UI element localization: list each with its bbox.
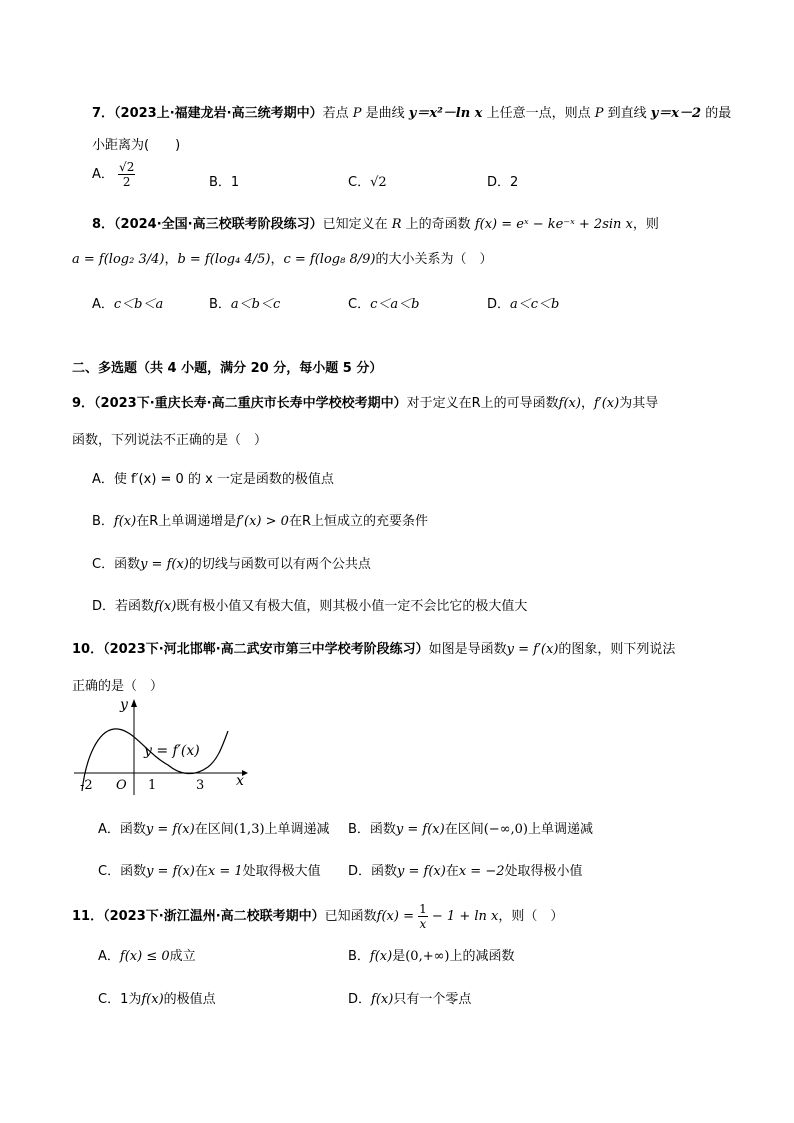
q10-text: 如图是导函数 [428, 642, 507, 657]
option-label: D． [487, 297, 511, 312]
q10-option-c[interactable]: C．函数y = f(x)在x = 1处取得极大值 [98, 864, 321, 879]
q7-line-eq: y＝x－2 [650, 106, 702, 121]
option-text: 上的减函数 [449, 949, 515, 964]
interval: (1,3) [233, 822, 265, 837]
origin-label: O [116, 778, 127, 793]
q7-text: 是曲线 [361, 106, 409, 121]
option-text: 的极值点 [163, 992, 216, 1007]
x-axis-label: x [236, 773, 244, 789]
q7-text: 上任意一点，则点 [482, 106, 595, 121]
option-text: 处取得极小值 [504, 864, 583, 879]
q7-option-a[interactable] [92, 160, 135, 189]
option-text: 上单调递减 [528, 822, 594, 837]
q7-option-c[interactable] [348, 171, 387, 190]
q10-line2: 正确的是（ ） [72, 679, 164, 694]
q8-text: 上的奇函数 [401, 217, 475, 232]
q8-function: f(x) = eˣ − ke⁻ˣ + 2sin x [474, 217, 633, 232]
option-text: 在 [445, 864, 459, 879]
q11-text: 已知函数 [324, 909, 377, 924]
q9-option-d[interactable]: D．若函数f(x)既有极小值又有极大值，则其极小值一定不会比它的极大值大 [92, 599, 528, 614]
q9-line1: 9．（2023下·重庆长寿·高二重庆市长寿中学校校考期中）对于定义在R上的可导函数f(x)，f′(x)为其导 [72, 396, 659, 411]
q11-option-c[interactable]: C．1为f(x)的极值点 [98, 992, 216, 1007]
q8-option-d[interactable] [487, 293, 559, 312]
q9-source: （2023下·重庆长寿·高二重庆市长寿中学校校考期中） [94, 396, 407, 411]
option-text: c＜b＜a [113, 297, 164, 312]
math: f(x) [558, 396, 581, 411]
q10-option-a[interactable]: A．函数y = f(x)在区间(1,3)上单调递减 [98, 822, 330, 837]
option-label: A． [98, 949, 120, 964]
q10-derivative-graph [70, 695, 250, 797]
q11-option-a[interactable]: A．f(x) ≤ 0成立 [98, 949, 196, 964]
option-text: 2 [510, 175, 519, 190]
option-text: 在区间 [194, 822, 234, 837]
q11-option-b[interactable]: B．f(x)是(0,+∞)上的减函数 [348, 949, 515, 964]
option-label: A． [92, 167, 114, 182]
option-label: A． [92, 297, 114, 312]
q10-option-d[interactable]: D．函数y = f(x)在x = −2处取得极小值 [348, 864, 583, 879]
q8-a-def: a = f(log₂ 3/4) [72, 252, 165, 267]
q8-r: R [391, 217, 402, 232]
q8-option-b[interactable] [209, 293, 280, 312]
math: f′(x) [593, 396, 620, 411]
option-text: a＜c＜b [510, 297, 560, 312]
q9-text: 对于定义在R上的可导函数 [406, 396, 559, 411]
q10-source: （2023下·河北邯郸·高二武安市第三中学校考阶段练习） [103, 642, 429, 657]
fraction: $\frac{1}{x}$ [419, 902, 427, 931]
q9-option-a[interactable]: A．使 f′(x) = 0 的 x 一定是函数的极值点 [92, 472, 334, 487]
q8-source: （2024·全国·高三校联考阶段练习） [114, 217, 323, 232]
q7-text: 到直线 [603, 106, 651, 121]
q9-option-c[interactable]: C．函数y = f(x)的切线与函数可以有两个公共点 [92, 557, 371, 572]
q10-text: 的图象，则下列说法 [558, 642, 676, 657]
x-value: x = 1 [207, 864, 243, 879]
q8-c-def: c = f(log₈ 8/9) [283, 252, 376, 267]
option-text: 既有极小值又有极大值，则其极小值一定不会比它的极大值大 [176, 599, 528, 614]
option-text: 1 [230, 175, 240, 190]
tick-label-neg2: -2 [80, 778, 93, 793]
q8-text: ，则 [632, 217, 659, 232]
q7-option-d[interactable] [487, 171, 518, 190]
section-title-multiple-choice: 二、多选题（共 4 小题，满分 20 分，每小题 5 分） [72, 361, 383, 376]
q8-number: 8． [92, 217, 115, 232]
option-text: 是 [392, 949, 406, 964]
option-text: D．函数 [348, 864, 398, 879]
option-label: B． [209, 297, 231, 312]
option-label: D． [487, 175, 511, 190]
q11-text: ，则（ ） [498, 909, 564, 924]
y-axis-label: y [120, 697, 128, 713]
option-label: B． [209, 175, 231, 190]
option-label: C． [348, 297, 371, 312]
option-label: B． [348, 949, 370, 964]
q8-text: 已知定义在 [322, 217, 392, 232]
option-text: 的切线与函数可以有两个公共点 [188, 557, 371, 572]
interval: (−∞,0) [483, 822, 529, 837]
q8-line2: a = f(log₂ 3/4)，b = f(log₄ 4/5)，c = f(log₈ 8/9)的大小关系为（ ） [72, 252, 493, 267]
option-text: c＜a＜b [370, 297, 420, 312]
q7-number: 7． [92, 106, 115, 121]
option-text: B．函数 [348, 822, 396, 837]
option-text: A．函数 [98, 822, 146, 837]
q7-curve: y＝x²－ln x [408, 106, 483, 121]
option-text: D．若函数 [92, 599, 155, 614]
q10-option-b[interactable]: B．函数y = f(x)在区间(−∞,0)上单调递减 [348, 822, 594, 837]
option-text: C．函数 [98, 864, 147, 879]
q7-option-b[interactable] [209, 171, 239, 190]
fraction: $\frac{√2}{2}$ [119, 160, 135, 189]
q8-text: 的大小关系为（ ） [375, 252, 493, 267]
option-text: C．函数 [92, 557, 141, 572]
y-axis-arrow [131, 699, 137, 707]
q9-number: 9． [72, 396, 95, 411]
q11-number: 11． [72, 909, 104, 924]
q8-option-a[interactable] [92, 293, 163, 312]
q8-line1 [92, 213, 659, 232]
q7-point-p: P [594, 106, 604, 121]
option-label: B． [92, 514, 114, 529]
q7-text: 若点 [322, 106, 353, 121]
tick-label-1: 1 [148, 778, 157, 793]
q10-number: 10． [72, 642, 104, 657]
q11-source: （2023下·浙江温州·高二校联考期中） [103, 909, 325, 924]
q7-source: （2023上·福建龙岩·高三统考期中） [114, 106, 323, 121]
q7-line2: 小距离为( ) [92, 138, 181, 153]
x-value: x = −2 [458, 864, 505, 879]
q8-b-def: b = f(log₄ 4/5) [177, 252, 271, 267]
option-text: 在 [194, 864, 208, 879]
option-label: C． [348, 175, 371, 190]
option-text: 在区间 [444, 822, 484, 837]
option-text: a＜b＜c [230, 297, 281, 312]
option-text: 1为 [120, 992, 142, 1007]
option-text: √2 [370, 175, 387, 190]
q10-line1: 10．（2023下·河北邯郸·高二武安市第三中学校考阶段练习）如图是导函数y = f′(x)的图象，则下列说法 [72, 642, 676, 657]
q7-point-p: P [352, 106, 362, 121]
option-text: 上单调递减 [264, 822, 330, 837]
q9-option-b[interactable]: B．f(x)在R上单调递增是f′(x) > 0在R上恒成立的充要条件 [92, 514, 428, 529]
q8-option-c[interactable] [348, 293, 419, 312]
curve-label: y = f′(x) [144, 743, 200, 759]
option-label: D． [348, 992, 372, 1007]
q9-line2: 函数，下列说法不正确的是（ ） [72, 433, 268, 448]
option-text: 在R上单调递增是 [136, 514, 237, 529]
tick-label-3: 3 [196, 778, 205, 793]
option-text: 只有一个零点 [393, 992, 472, 1007]
q11-option-d[interactable]: D．f(x)只有一个零点 [348, 992, 472, 1007]
option-text: 处取得极大值 [242, 864, 321, 879]
option-label: C． [98, 992, 121, 1007]
option-text: 成立 [169, 949, 196, 964]
q7-line1 [92, 102, 731, 121]
option-text: 在R上恒成立的充要条件 [288, 514, 428, 529]
q11-line1: 11．（2023下·浙江温州·高二校联考期中）已知函数f(x) = $\frac{1}{x}$ − 1 + ln x，则（ ） [72, 902, 564, 931]
q9-text: 为其导 [619, 396, 659, 411]
q7-text: 的最 [701, 106, 732, 121]
